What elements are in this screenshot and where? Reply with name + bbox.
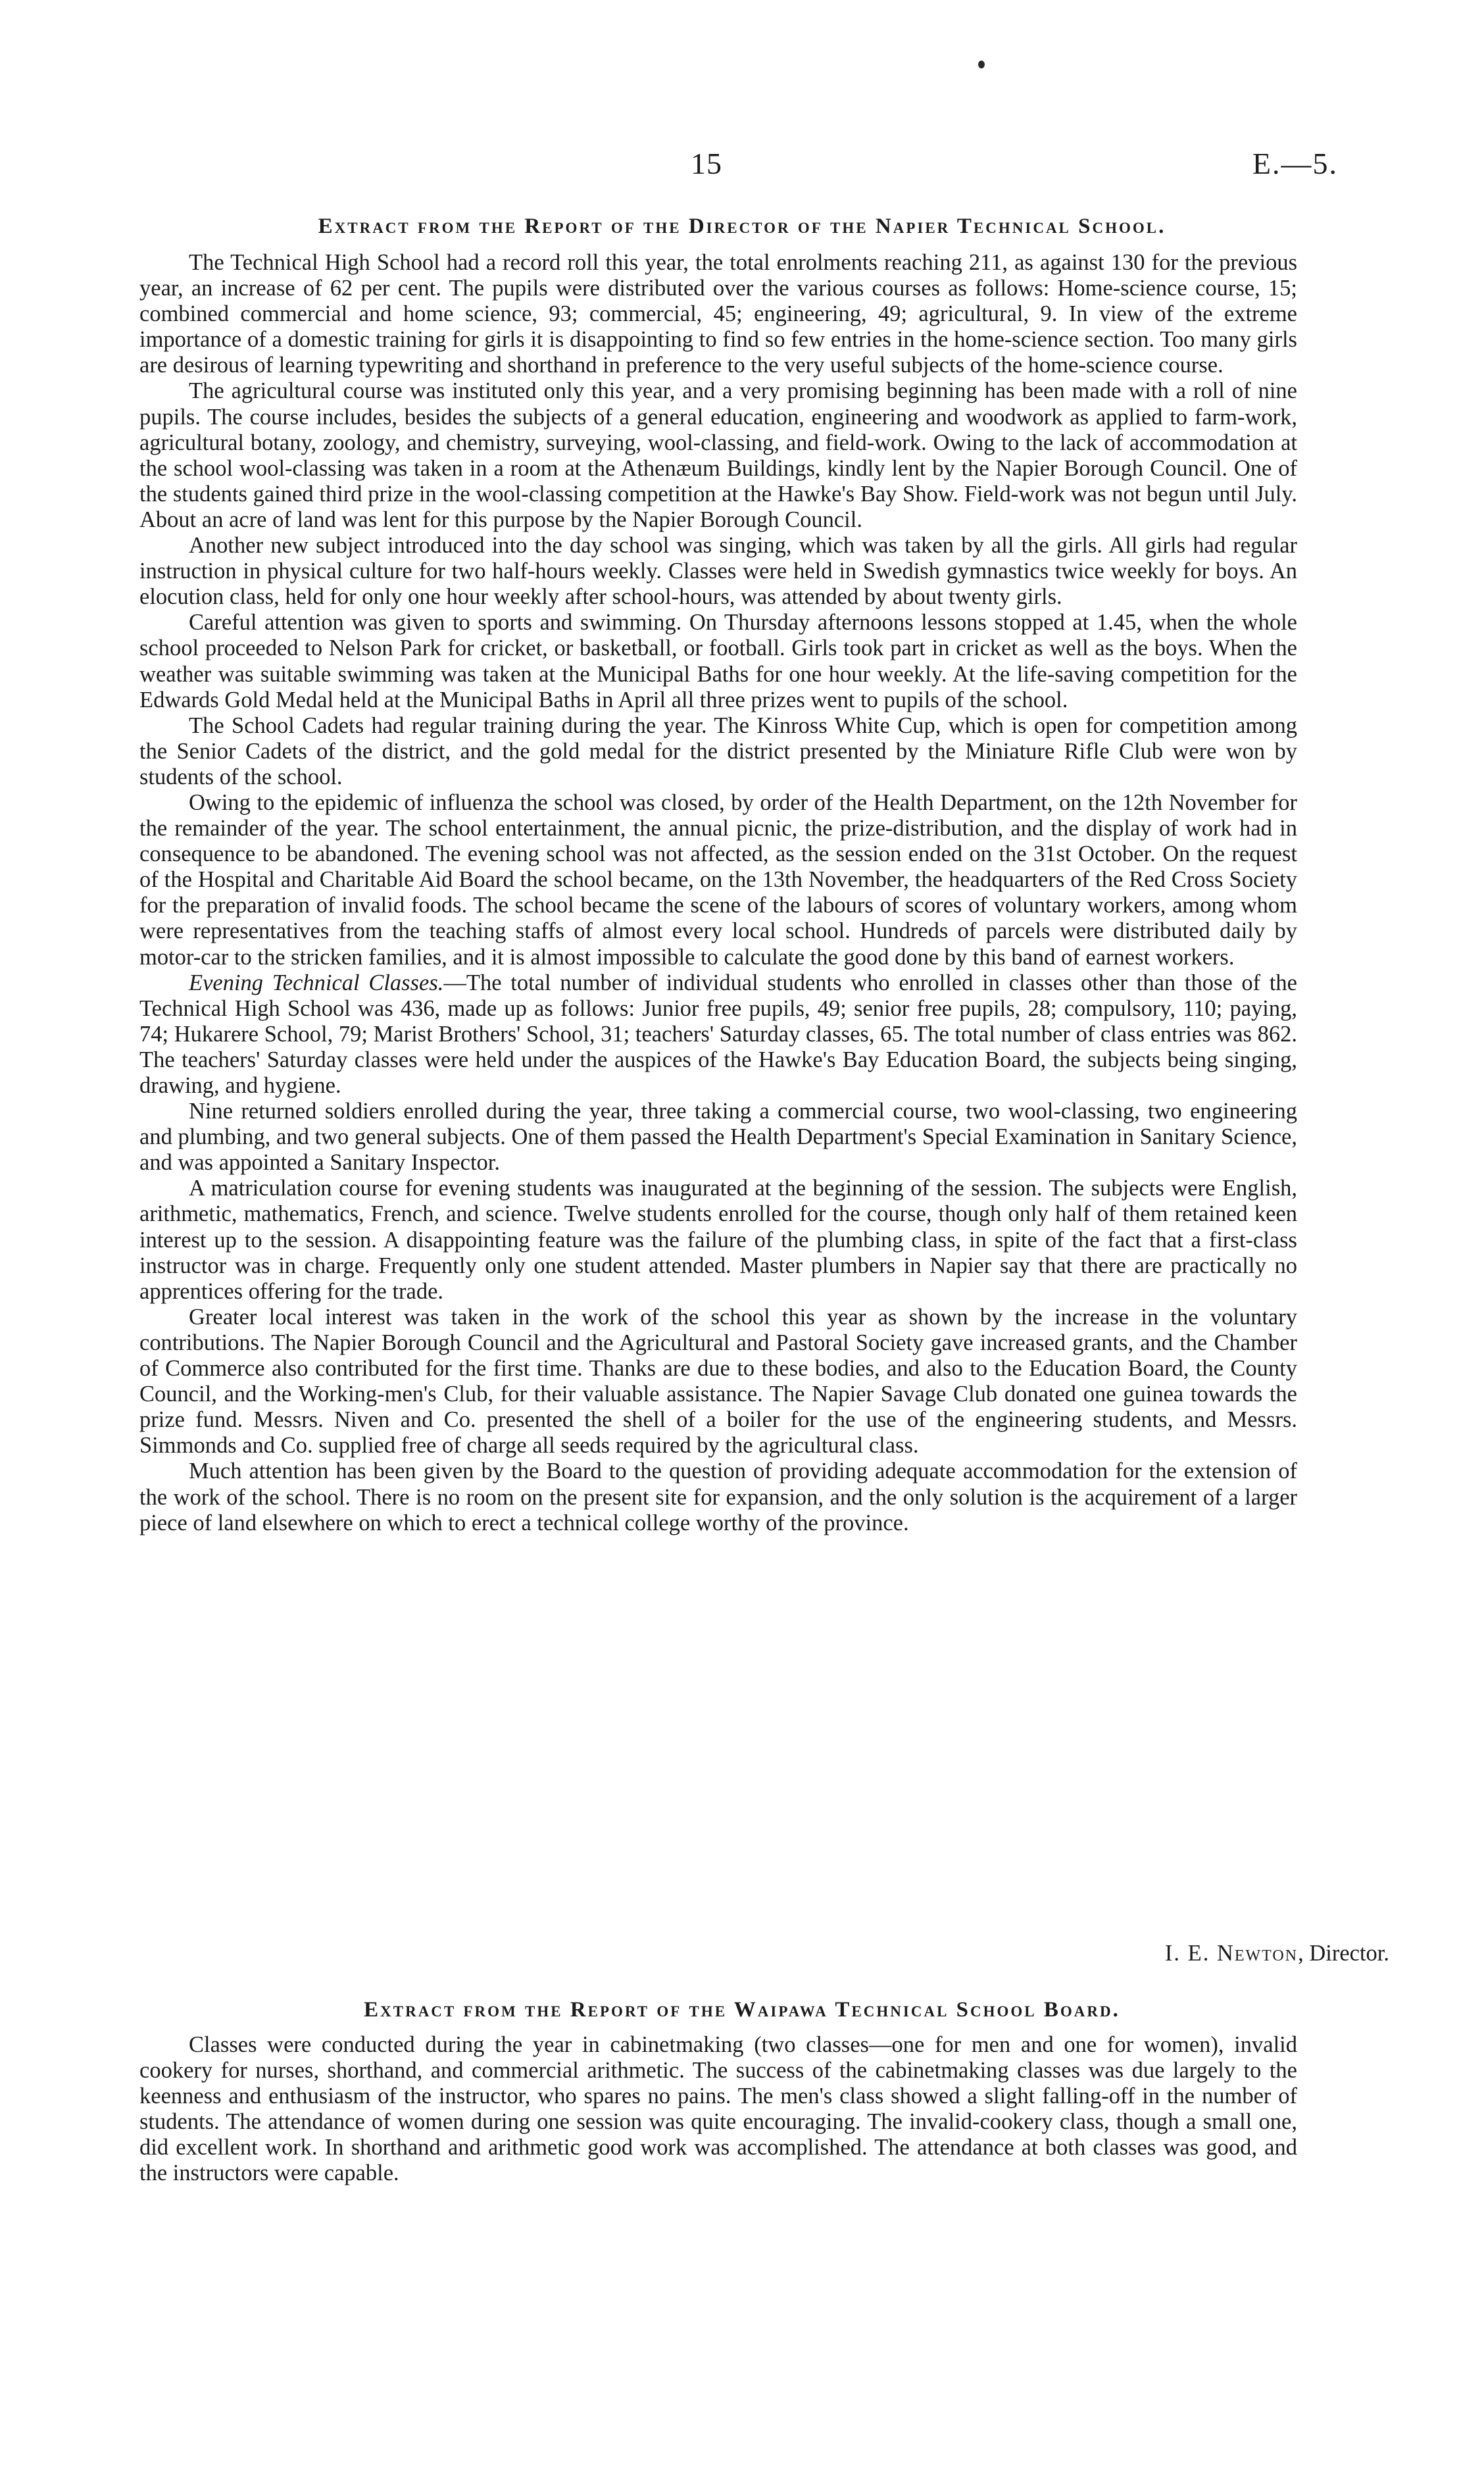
signature-title: Director.	[1309, 1941, 1389, 1966]
section-title-napier: Extract from the Report of the Director of the Napier Technical School.	[318, 214, 1166, 238]
section-body-napier	[139, 250, 1297, 1536]
paragraph: Nine returned soldiers enrolled during the year, three taking a commercial course, two wool-classing, two engineering and plumbing, and two general subjects. One of them passed the Health Department's Special Examination in Sanitary Science, and was appointed a Sanitary Inspector.	[139, 1099, 1297, 1176]
paragraph: The Technical High School had a record roll this year, the total enrolments reaching 211, as against 130 for the previous year, an increase of 62 per cent. The pupils were distributed over the various courses as follows: Home-science course, 15; combined commercial and home science, 93; commercial, 45; engineering, 49; agricultural, 9. In view of the extreme importance of a domestic training for girls it is disappointing to find so few entries in the home-science section. Too many girls are desirous of learning typewriting and shorthand in preference to the very useful subjects of the home-science course.	[139, 250, 1297, 378]
paragraph: Evening Technical Classes.—The total number of individual students who enrolled in classes other than those of the Technical High School was 436, made up as follows: Junior free pupils, 49; senior free pupils, 28; compulsory, 110; paying, 74; Hukarere School, 79; Marist Brothers' School, 31; teachers' Saturday classes, 65. The total number of class entries was 862. The teachers' Saturday classes were held under the auspices of the Hawke's Bay Education Board, the subjects being singing, drawing, and hygiene.	[139, 970, 1297, 1098]
signature-name: I. E. Newton	[1164, 1941, 1298, 1966]
paragraph: The School Cadets had regular training during the year. The Kinross White Cup, which is open for competition among the Senior Cadets of the district, and the gold medal for the district presented by the Miniature Rifle Club were won by students of the school.	[139, 712, 1297, 789]
signature-line: I. E. Newton, Director.	[1164, 1941, 1389, 1966]
paragraph: Much attention has been given by the Board to the question of providing adequate accommodation for the extension of the work of the school. There is no room on the present site for expansion, and the only solution is the acquirement of a larger piece of land elsewhere on which to erect a technical college worthy of the province.	[139, 1459, 1297, 1535]
page-header	[0, 146, 1484, 192]
document-reference: E.—5.	[1252, 147, 1338, 180]
paragraph: Owing to the epidemic of influenza the school was closed, by order of the Health Department, on the 12th November for the remainder of the year. The school entertainment, the annual picnic, the prize-distribution, and the display of work had in consequence to be abandoned. The evening school was not affected, as the session ended on the 31st October. On the request of the Hospital and Charitable Aid Board the school became, on the 13th November, the headquarters of the Red Cross Society for the preparation of invalid foods. The school became the scene of the labours of scores of voluntary workers, among whom were representatives from the teaching staffs of almost every local school. Hundreds of parcels were distributed daily by motor-car to the stricken families, and it is almost impossible to calculate the good done by this band of earnest workers.	[139, 789, 1297, 970]
paragraph-lead-italic: Evening Technical Classes.	[189, 970, 444, 995]
section-title-waipawa: Extract from the Report of the Waipawa Technical School Board.	[364, 1998, 1120, 2022]
paragraph: Another new subject introduced into the day school was singing, which was taken by all the girls. All girls had regular instruction in physical culture for two half-hours weekly. Classes were held in Swedish gymnastics twice weekly for boys. An elocution class, held for only one hour weekly after school-hours, was attended by about twenty girls.	[139, 533, 1297, 610]
paragraph: Careful attention was given to sports and swimming. On Thursday afternoons lessons stopped at 1.45, when the whole school proceeded to Nelson Park for cricket, or basketball, or football. Girls took part in cricket as well as the boys. When the weather was suitable swimming was taken at the Municipal Baths for one hour weekly. At the life-saving competition for the Edwards Gold Medal held at the Municipal Baths in April all three prizes went to pupils of the school.	[139, 610, 1297, 712]
printer-speck	[978, 61, 985, 68]
paragraph: The agricultural course was instituted only this year, and a very promising beginning has been made with a roll of nine pupils. The course includes, besides the subjects of a general education, engineering and woodwork as applied to farm-work, agricultural botany, zoology, and chemistry, surveying, wool-classing, and field-work. Owing to the lack of accommodation at the school wool-classing was taken in a room at the Athenæum Buildings, kindly lent by the Napier Borough Council. One of the students gained third prize in the wool-classing competition at the Hawke's Bay Show. Field-work was not begun until July. About an acre of land was lent for this purpose by the Napier Borough Council.	[139, 378, 1297, 532]
section-body-waipawa	[139, 2032, 1297, 2187]
paragraph: Greater local interest was taken in the work of the school this year as shown by the increase in the voluntary contributions. The Napier Borough Council and the Agricultural and Pastoral Society gave increased grants, and the Chamber of Commerce also contributed for the first time. Thanks are due to these bodies, and also to the Education Board, the County Council, and the Working-men's Club, for their valuable assistance. The Napier Savage Club donated one guinea towards the prize fund. Messrs. Niven and Co. presented the shell of a boiler for the use of the engineering students, and Messrs. Simmonds and Co. supplied free of charge all seeds required by the agricultural class.	[139, 1304, 1297, 1459]
paragraph: A matriculation course for evening students was inaugurated at the beginning of the session. The subjects were English, arithmetic, mathematics, French, and science. Twelve students enrolled for the course, though only half of them retained keen interest up to the session. A disappointing feature was the failure of the plumbing class, in spite of the fact that a first-class instructor was in charge. Frequently only one student attended. Master plumbers in Napier say that there are practically no apprentices offering for the trade.	[139, 1176, 1297, 1304]
page-number: 15	[691, 147, 722, 180]
paragraph: Classes were conducted during the year in cabinetmaking (two classes—one for men and one for women), invalid cookery for nurses, shorthand, and commercial arithmetic. The success of the cabinetmaking classes was due largely to the keenness and enthusiasm of the instructor, who spares no pains. The men's class showed a slight falling-off in the number of students. The attendance of women during one session was quite encouraging. The invalid-cookery class, though a small one, did excellent work. In shorthand and arithmetic good work was accomplished. The attendance at both classes was good, and the instructors were capable.	[139, 2032, 1297, 2186]
